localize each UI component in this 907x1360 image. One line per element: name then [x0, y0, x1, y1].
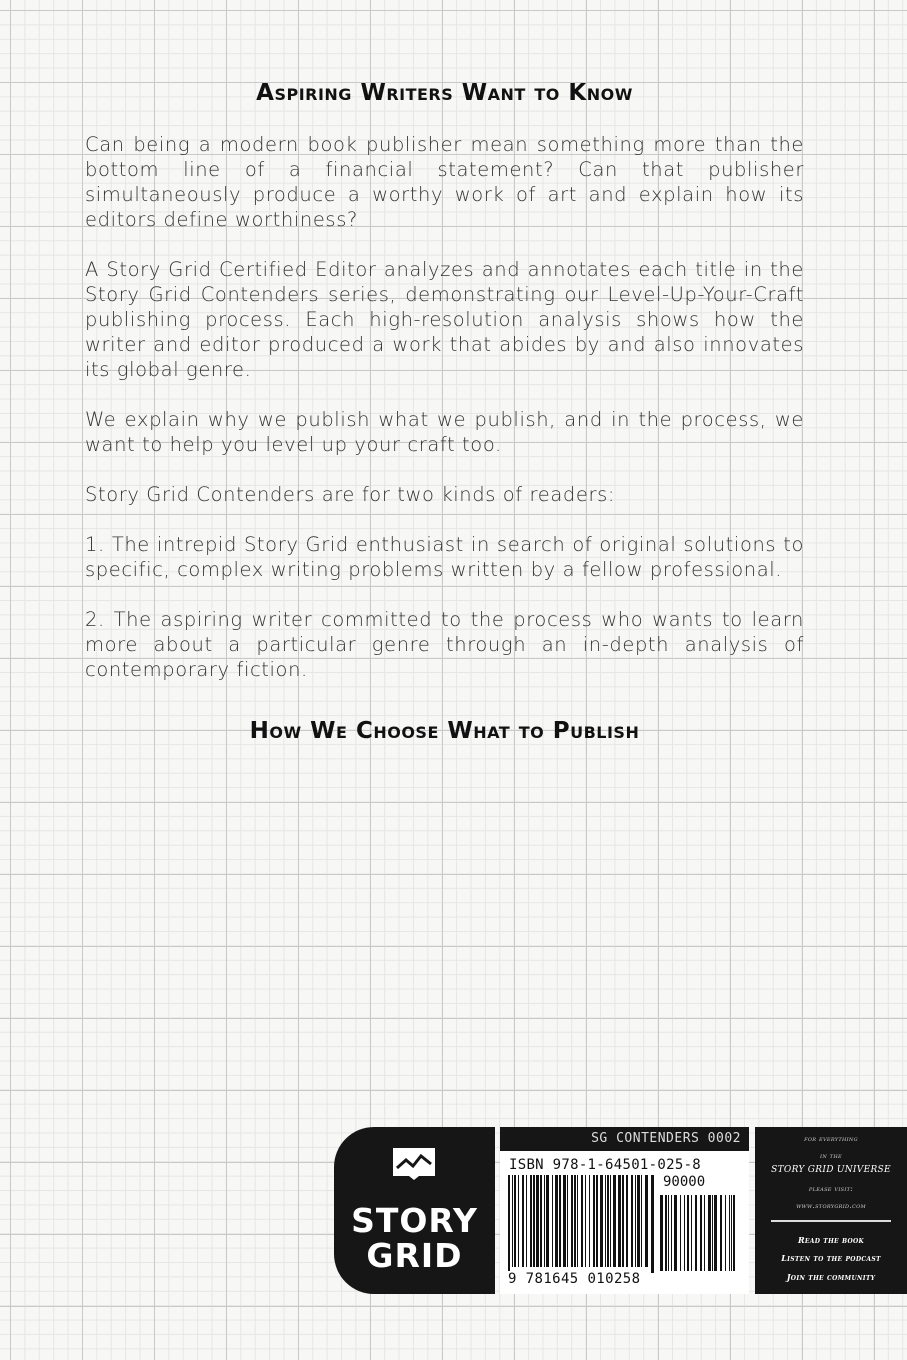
info-universe: STORY GRID UNIVERSE — [771, 1165, 891, 1175]
barcode-bar — [691, 1195, 692, 1271]
community-link[interactable]: Join the community — [786, 1272, 876, 1282]
barcode-bar — [704, 1195, 705, 1271]
barcode-bar — [613, 1175, 616, 1267]
barcode-bar — [536, 1175, 539, 1267]
barcode-bar — [526, 1175, 527, 1267]
barcode-bar — [651, 1175, 654, 1273]
barcode-bar — [518, 1175, 519, 1267]
story-grid-logo — [334, 1127, 495, 1294]
barcode-bar — [731, 1195, 732, 1271]
barcode-bar — [660, 1195, 663, 1271]
read-book-link[interactable]: Read the book — [797, 1235, 865, 1245]
barcode-bar — [555, 1175, 558, 1267]
barcode-bar — [574, 1175, 576, 1267]
barcode-bar — [610, 1175, 611, 1267]
barcode-bar — [645, 1175, 648, 1267]
barcode-bar — [695, 1195, 697, 1271]
barcode-bar — [714, 1195, 717, 1271]
barcode-bar — [618, 1175, 621, 1267]
barcode-digits: 9 781645 010258 — [508, 1271, 641, 1287]
price-code: 90000 — [663, 1174, 706, 1190]
barcode-bar — [635, 1175, 636, 1267]
barcode-bar — [687, 1195, 689, 1271]
barcode-bar — [674, 1195, 677, 1271]
barcode-bar — [512, 1175, 513, 1267]
barcode-bar — [626, 1175, 628, 1267]
barcode-bar — [540, 1175, 542, 1267]
barcode-bar — [680, 1195, 681, 1271]
book-chart-icon — [389, 1142, 439, 1182]
info-line: in the — [820, 1151, 842, 1160]
barcode-bar — [546, 1175, 549, 1267]
barcode-bar — [622, 1175, 624, 1267]
info-line: please visit: — [808, 1184, 854, 1193]
barcode-bar — [533, 1175, 535, 1267]
barcode-bar — [581, 1175, 583, 1267]
back-cover-text — [85, 80, 804, 744]
info-line: for everything — [804, 1134, 858, 1143]
heading-aspiring-writers: Aspiring Writers Want to Know — [256, 80, 633, 106]
barcode-bar — [708, 1195, 711, 1271]
barcode-bar — [637, 1175, 640, 1267]
barcode-bar — [668, 1195, 669, 1271]
barcode-bar — [559, 1175, 561, 1267]
paragraph: Story Grid Contenders are for two kinds of readers: — [85, 483, 616, 506]
barcode-bar — [530, 1175, 532, 1267]
barcode-bar — [600, 1175, 603, 1267]
barcode-bar — [563, 1175, 566, 1267]
podcast-link[interactable]: Listen to the podcast — [781, 1253, 881, 1263]
barcode-bar — [593, 1175, 595, 1267]
barcode-bar — [720, 1195, 722, 1271]
barcode-bar — [508, 1175, 510, 1273]
barcode-bar — [712, 1195, 713, 1271]
info-panel — [755, 1127, 907, 1294]
logo-word-grid: GRID — [366, 1236, 463, 1275]
paragraph: Can being a modern book publisher mean something more than the bottom line of a financial statement? Can that publisher simultaneously produce a worthy work of art and explain how its editors define worthiness? — [85, 133, 804, 231]
barcode-bar — [733, 1195, 735, 1271]
paragraph: 1. The intrepid Story Grid enthusiast in search of original solutions to specific, complex writing problems written by a fellow professional. — [85, 533, 804, 581]
barcode-bar — [585, 1175, 586, 1267]
paragraph: We explain why we publish what we publish, and in the process, we want to help you level up your craft too. — [85, 408, 804, 456]
barcode-bar — [641, 1175, 642, 1267]
barcode-bar — [567, 1175, 568, 1267]
barcode-bar — [605, 1175, 606, 1267]
isbn-barcode-panel — [500, 1127, 749, 1294]
barcode-bar — [607, 1175, 609, 1267]
logo-word-story: STORY — [351, 1201, 478, 1240]
paragraph: 2. The aspiring writer committed to the process who wants to learn more about a particular genre through an in-depth analysis of contemporary fiction. — [85, 608, 804, 681]
barcode-bar — [729, 1195, 730, 1271]
barcode-bar — [589, 1175, 590, 1267]
divider — [771, 1220, 891, 1222]
barcode-bar — [522, 1175, 524, 1267]
heading-how-we-choose: How We Choose What to Publish — [249, 718, 640, 744]
barcode-bar — [700, 1195, 702, 1271]
series-label: SG CONTENDERS 0002 — [500, 1127, 749, 1151]
paragraph: A Story Grid Certified Editor analyzes and annotates each title in the Story Grid Contenders series, demonstrating our Level-Up-Your-Craft publishing process. Each high-resolution analysis shows how the writer and editor produced a work that abides by and also innovates its global genre. — [85, 258, 804, 381]
isbn-text: ISBN 978-1-64501-025-8 — [509, 1157, 702, 1173]
barcode-bar — [684, 1195, 685, 1271]
barcode-bar — [571, 1175, 573, 1267]
barcode-bar — [631, 1175, 633, 1267]
barcode-bar — [671, 1195, 672, 1271]
barcode-bar — [544, 1175, 545, 1267]
barcode-bar — [552, 1175, 553, 1267]
barcode-bar — [514, 1175, 516, 1267]
barcode-bar — [577, 1175, 578, 1267]
info-website[interactable]: www.storygrid.com — [796, 1201, 866, 1210]
barcode-bar — [665, 1195, 667, 1271]
barcode-bar — [596, 1175, 598, 1267]
barcode-bar — [725, 1195, 726, 1271]
